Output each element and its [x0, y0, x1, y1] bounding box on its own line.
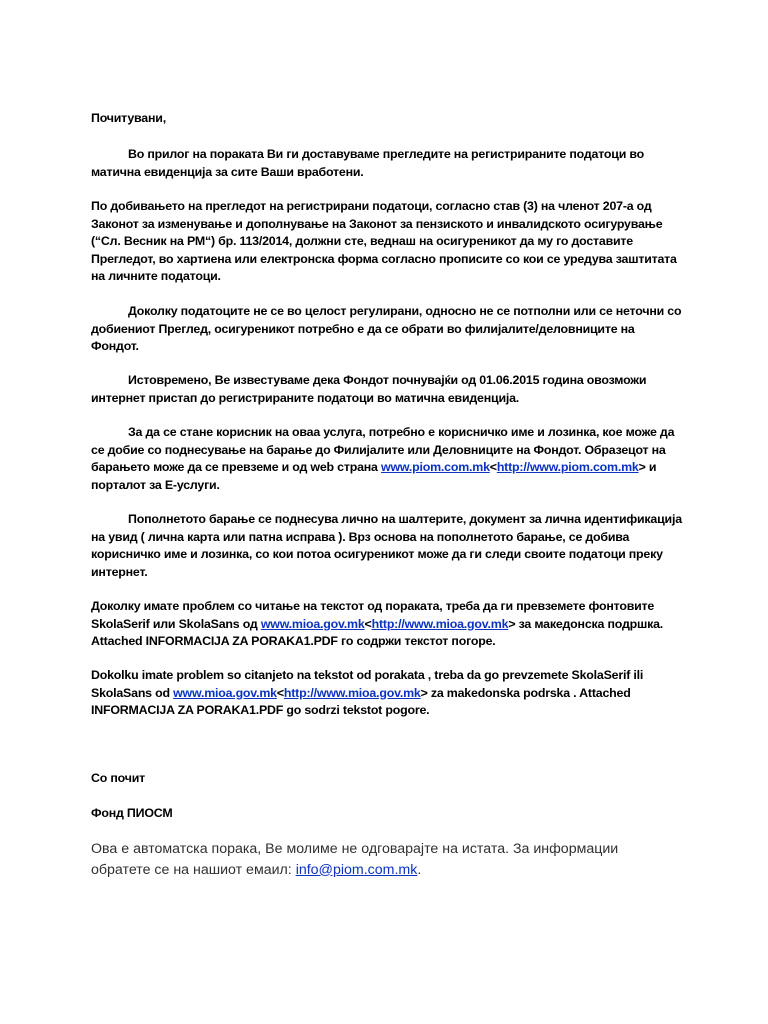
paragraph-4-line-2: интернет пристап до регистрираните податоци во матична евиденција.	[91, 390, 520, 405]
mioa-website-link[interactable]: www.mioa.gov.mk	[260, 616, 365, 631]
paragraph-6	[91, 511, 691, 581]
paragraph-7-line-3: Attached INFORMACIJA ZA PORAKA1.PDF го содржи текстот погоре.	[91, 634, 496, 649]
paragraph-1-line-2: матична евиденција за сите Ваши вработени.	[91, 164, 364, 179]
paragraph-6-line-3: корисничко име и лозинка, со кои потоа осигуреникот може да ги следи своите податоци преку	[91, 547, 663, 562]
mioa-website-url-link-latin[interactable]: http://www.mioa.gov.mk	[283, 685, 421, 700]
notice-line-2-text: обратете се на нашиот емаил:	[91, 861, 296, 878]
greeting-text: Почитувани,	[91, 111, 166, 125]
paragraph-4-line-1: Истовремено, Ве известуваме дека Фондот почнувајќи од 01.06.2015 година овозможи	[128, 373, 647, 387]
greeting	[91, 110, 691, 128]
notice-line-2	[91, 860, 691, 881]
paragraph-7-line-2	[91, 616, 691, 634]
paragraph-2-line-4: Прегледот, во хартиена или електронска форма согласно прописите со кои се уредува заштитата	[91, 251, 677, 266]
paragraph-7-line-2-text: SkolaSerif или SkolaSans од	[91, 616, 261, 631]
paragraph-5	[91, 424, 691, 494]
closing	[91, 770, 691, 788]
paragraph-2-line-1: По добивањето на прегледот на регистрирани податоци, согласно став (3) на членот 207-а од	[91, 199, 652, 213]
piom-website-link[interactable]: www.piom.com.mk	[381, 460, 490, 475]
paragraph-7	[91, 598, 691, 651]
paragraph-3-line-3: Фондот.	[91, 339, 139, 354]
contact-email-link[interactable]: info@piom.com.mk	[295, 861, 418, 878]
paragraph-5-line-1: За да се стане корисник на оваа услуга, потребно е корисничко име и лозинка, кое може да	[128, 425, 675, 439]
paragraph-5-line-3-tail: > и	[638, 460, 657, 475]
piom-website-url-link[interactable]: http://www.piom.com.mk	[496, 460, 639, 475]
automated-message-notice	[91, 839, 691, 880]
link-open-bracket: <	[489, 460, 497, 475]
paragraph-8-line-2-text: SkolaSans od	[91, 685, 174, 700]
paragraph-1-line-1: Во прилог на пораката Ви ги доставуваме прегледите на регистрираните податоци во	[128, 147, 644, 161]
paragraph-4	[91, 372, 691, 407]
mioa-website-link-latin[interactable]: www.mioa.gov.mk	[173, 685, 277, 700]
paragraph-8-line-2-tail: > za makedonska podrska . Attached	[420, 685, 631, 700]
paragraph-7-line-1: Доколку имате проблем со читање на текстот од пораката, треба да ги превземете фонтовите	[91, 599, 655, 613]
paragraph-3-line-1: Доколку податоците не се во целост регулирани, односно не се потполни или се неточни со	[128, 304, 682, 318]
link-open-bracket: <	[276, 685, 284, 700]
link-open-bracket: <	[364, 616, 372, 631]
paragraph-7-line-2-tail: > за македонска подршка.	[508, 616, 664, 631]
signature	[91, 805, 691, 823]
paragraph-5-line-3	[91, 459, 691, 477]
paragraph-2	[91, 198, 691, 286]
paragraph-5-line-4: порталот за Е-услуги.	[91, 477, 220, 492]
paragraph-8-line-1: Dokolku imate problem so citanjeto na tekstot od porakata , treba da go prevzemete SkolaSerif ili	[91, 668, 644, 682]
paragraph-1	[91, 146, 691, 181]
paragraph-6-line-2: на увид ( лична карта или патна исправа ). Врз основа на пополнетото барање, се добива	[91, 529, 630, 544]
paragraph-3-line-2: добиениот Преглед, осигуреникот потребно е да се обрати во филијалите/деловниците на	[91, 321, 635, 336]
closing-text: Со почит	[91, 771, 145, 785]
notice-line-1: Ова е автоматска порака, Ве молиме не одговарајте на истата. За информации	[91, 841, 619, 857]
paragraph-8-line-3: INFORMACIJA ZA PORAKA1.PDF go sodrzi tekstot pogore.	[91, 703, 430, 718]
paragraph-5-line-2: се добие со поднесување на барање до Филијалите или Деловниците на Фондот. Образецот на	[91, 442, 666, 457]
signature-text: Фонд ПИОСМ	[91, 806, 173, 820]
paragraph-6-line-1: Пополнетото барање се поднесува лично на шалтерите, документ за лична идентификација	[128, 512, 682, 526]
mioa-website-url-link[interactable]: http://www.mioa.gov.mk	[371, 616, 509, 631]
paragraph-8	[91, 667, 691, 720]
paragraph-6-line-4: интернет.	[91, 564, 148, 579]
notice-line-2-tail: .	[417, 861, 422, 878]
paragraph-2-line-3: (“Сл. Весник на РМ“) бр. 113/2014, должни сте, веднаш на осигуреникот да му го доставите	[91, 234, 633, 249]
paragraph-8-line-2	[91, 685, 691, 703]
paragraph-2-line-5: на личните податоци.	[91, 269, 221, 284]
paragraph-5-line-3-text: барањето може да се превземе и од web страна	[91, 460, 381, 475]
paragraph-2-line-2: Законот за изменување и дополнување на Законот за пензиското и инвалидското осигурување	[91, 216, 663, 231]
paragraph-3	[91, 303, 691, 356]
